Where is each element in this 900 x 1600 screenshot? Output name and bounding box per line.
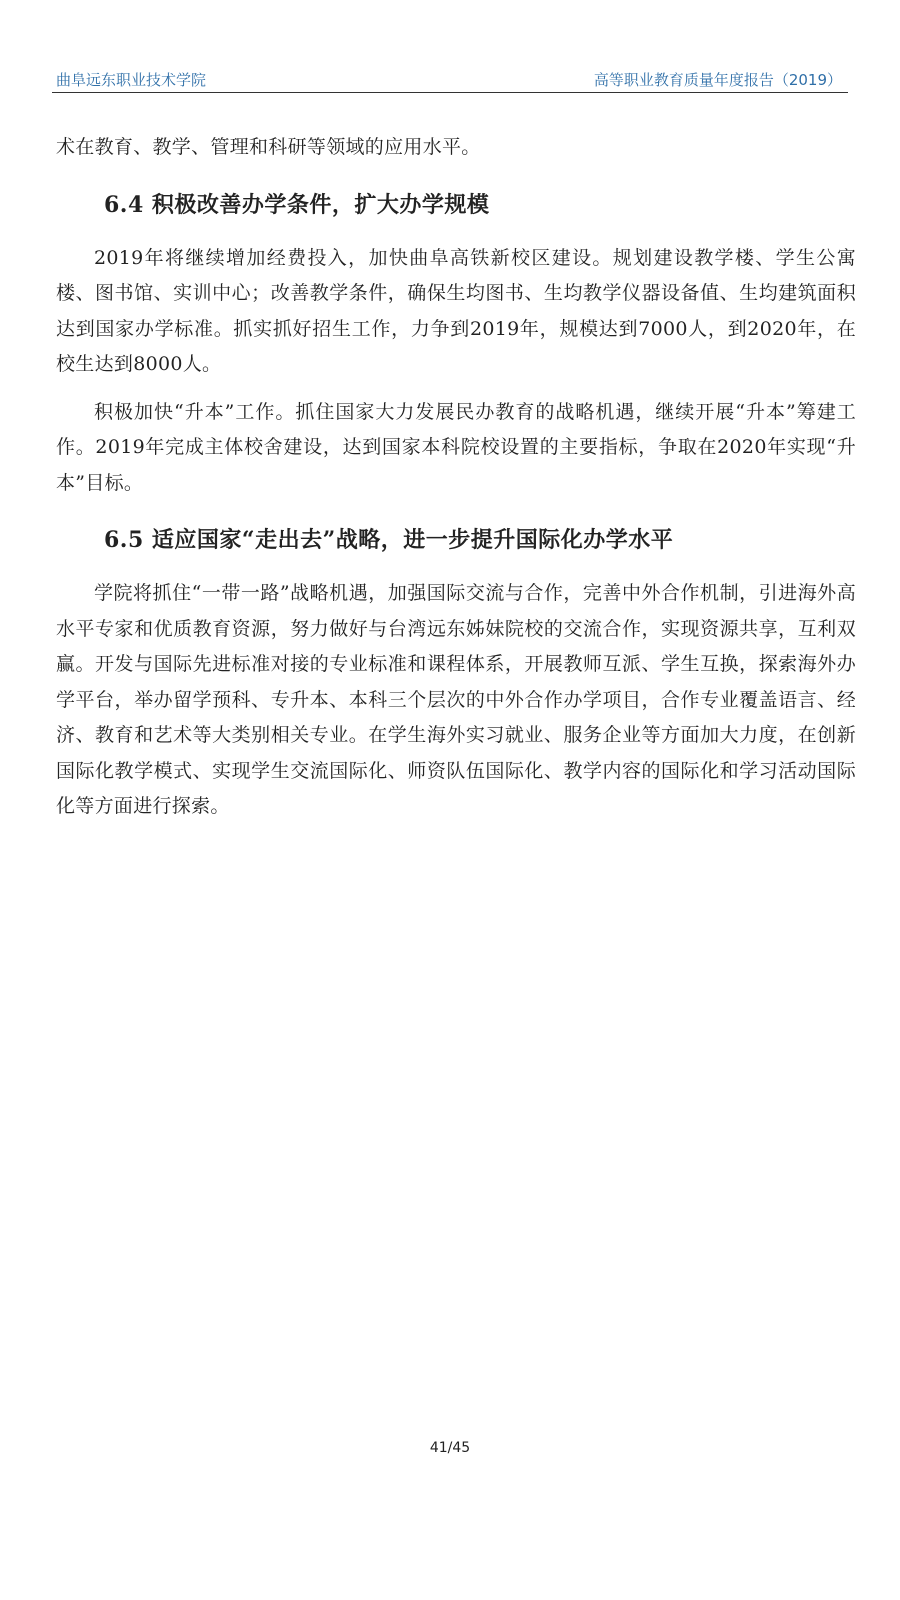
section-6-4-paragraph-2: 积极加快“升本”工作。抓住国家大力发展民办教育的战略机遇，继续开展“升本”筹建工作。2019年完成主体校舍建设，达到国家本科院校设置的主要指标，争取在2020年实现“升本”目标。 [56, 400, 856, 494]
section-6-5-heading: 6.5 适应国家“走出去”战略，进一步提升国际化办学水平 [104, 527, 674, 553]
section-6-4-paragraph-1: 2019年将继续增加经费投入，加快曲阜高铁新校区建设。规划建设教学楼、学生公寓楼、图书馆、实训中心；改善教学条件，确保生均图书、生均教学仪器设备值、生均建筑面积达到国家办学标准。抓实抓好招生工作，力争到2019年，规模达到7000人，到2020年，在校生达到8000人。 [56, 246, 856, 375]
document-body [56, 130, 856, 825]
continuation-paragraph: 术在教育、教学、管理和科研等领域的应用水平。 [56, 136, 481, 158]
header-report-title: 高等职业教育质量年度报告（2019） [593, 71, 842, 89]
section-6-5-paragraph-1: 学院将抓住“一带一路”战略机遇，加强国际交流与合作，完善中外合作机制，引进海外高水平专家和优质教育资源，努力做好与台湾远东姊妹院校的交流合作，实现资源共享，互利双赢。开发与国际先进标准对接的专业标准和课程体系，开展教师互派、学生互换，探索海外办学平台，举办留学预科、专升本、本科三个层次的中外合作办学项目，合作专业覆盖语言、经济、教育和艺术等大类别相关专业。在学生海外实习就业、服务企业等方面加大力度，在创新国际化教学模式、实现学生交流国际化、师资队伍国际化、教学内容的国际化和学习活动国际化等方面进行探索。 [56, 582, 856, 817]
page-header [52, 68, 848, 93]
header-school-name: 曲阜远东职业技术学院 [56, 71, 207, 89]
section-6-4-heading: 6.4 积极改善办学条件，扩大办学规模 [104, 191, 490, 218]
page-number: 41/45 [429, 1440, 471, 1456]
